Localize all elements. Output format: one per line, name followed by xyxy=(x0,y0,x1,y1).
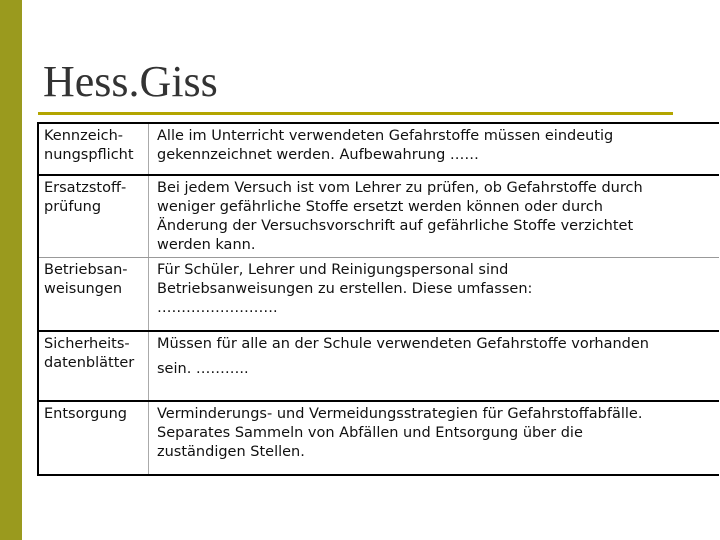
description-line: Müssen für alle an der Schule verwendeten Gefahrstoffe vorhanden xyxy=(157,336,649,352)
term-line: weisungen xyxy=(44,281,123,297)
description-line: Separates Sammeln von Abfällen und Entsorgung über die xyxy=(157,425,583,441)
description-line: Bei jedem Versuch ist vom Lehrer zu prüfen, ob Gefahrstoffe durch xyxy=(157,180,643,196)
row-term xyxy=(39,402,149,474)
term-line: nungspflicht xyxy=(44,147,134,163)
term-line: Kennzeich- xyxy=(44,128,124,144)
table-row-sicherheitsdatenblaetter xyxy=(39,330,719,400)
term-line: prüfung xyxy=(44,199,102,215)
row-term xyxy=(39,332,149,400)
description-line: ……………………. xyxy=(157,300,278,316)
row-description xyxy=(149,332,719,400)
description-line: zuständigen Stellen. xyxy=(157,444,305,460)
table-row-kennzeichnungspflicht xyxy=(39,124,719,174)
table-row-betriebsanweisungen xyxy=(39,257,719,330)
description-line: weniger gefährliche Stoffe ersetzt werden können oder durch xyxy=(157,199,603,215)
description-line: Änderung der Versuchsvorschrift auf gefährliche Stoffe verzichtet xyxy=(157,218,634,234)
row-description xyxy=(149,402,719,474)
table-row-ersatzstoffpruefung xyxy=(39,174,719,257)
description-line: Verminderungs- und Vermeidungsstrategien für Gefahrstoffabfälle. xyxy=(157,406,643,422)
description-line: Betriebsanweisungen zu erstellen. Diese umfassen: xyxy=(157,281,533,297)
slide-title: Hess.Giss xyxy=(43,57,218,106)
description-line: gekennzeichnet werden. Aufbewahrung …… xyxy=(157,147,479,163)
description-line: Alle im Unterricht verwendeten Gefahrstoffe müssen eindeutig xyxy=(157,128,614,144)
row-description xyxy=(149,258,719,330)
table-row-entsorgung xyxy=(39,400,719,474)
term-line: Entsorgung xyxy=(44,406,127,422)
row-description xyxy=(149,124,719,174)
term-line: datenblätter xyxy=(44,355,135,371)
description-line: sein. ……….. xyxy=(157,361,249,377)
row-term xyxy=(39,176,149,257)
term-line: Sicherheits- xyxy=(44,336,130,352)
info-table xyxy=(37,122,719,476)
title-underline xyxy=(38,112,673,115)
description-line: werden kann. xyxy=(157,237,256,253)
decorative-side-bar xyxy=(0,0,22,540)
row-term xyxy=(39,258,149,330)
description-line: Für Schüler, Lehrer und Reinigungspersonal sind xyxy=(157,262,509,278)
term-line: Ersatzstoff- xyxy=(44,180,127,196)
term-line: Betriebsan- xyxy=(44,262,128,278)
row-term xyxy=(39,124,149,174)
row-description xyxy=(149,176,719,257)
